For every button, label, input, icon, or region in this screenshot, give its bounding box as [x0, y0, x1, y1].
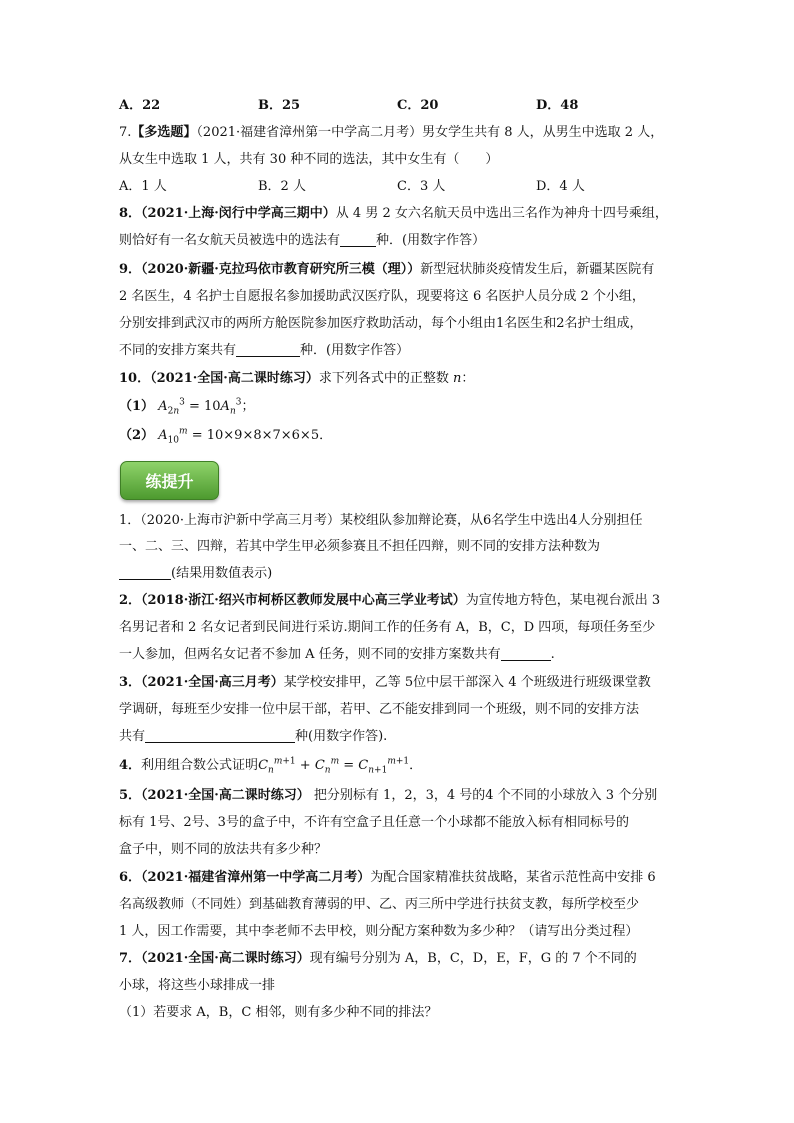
q10-text: 求下列各式中的正整数: [318, 371, 453, 386]
q9-text-4b: 种．(用数字作答）: [300, 343, 410, 358]
p3-line2: 学调研，每班至少安排一位中层干部，若甲、乙不能安排到同一个班级，则不同的安排方法: [119, 702, 640, 717]
q10-line1: [119, 369, 474, 389]
q7-option-b: B．2 人: [258, 179, 306, 194]
q10-part1: [119, 397, 254, 417]
q10-variable: n: [452, 371, 462, 386]
p2-text-3a: 一人参加，但两名女记者不参加 A 任务，则不同的安排方案数共有: [119, 647, 501, 662]
p6-line2: 名高级教师（不同姓）到基础教育薄弱的甲、乙、丙三所中学进行扶贫支教，每所学校至少: [119, 897, 640, 912]
q6-option-a: A．22: [119, 98, 161, 113]
q8-answer-blank: [340, 232, 376, 247]
p5-line2: 标有 1号、2号、3号的盒子中，不许有空盒子且任意一个小球都不能放入标有相同标号的: [119, 815, 629, 830]
p5-text: 把分别标有 1，2，3，4 号的4 个不同的小球放入 3 个分别: [309, 788, 658, 803]
p6-number: 6．: [119, 870, 142, 885]
q8-text: 从 4 男 2 女六名航天员中选出三名作为神舟十四号乘组，: [335, 206, 668, 221]
q8-text-2a: 则恰好有一名女航天员被选中的选法有: [119, 233, 341, 248]
p2-text-3b: .: [550, 647, 555, 662]
p2-line2: 名男记者和 2 名女记者到民间进行采访.期间工作的任务有 A，B，C，D 四项，每项任务至少: [119, 620, 656, 635]
p2-line3: [119, 645, 555, 665]
q7-line1: [119, 123, 663, 143]
q10-number: 10．: [119, 371, 151, 386]
p4-text: 利用组合数公式证明: [141, 758, 259, 773]
p3-text-3b: 种(用数字作答).: [295, 729, 388, 744]
p1-line3: [119, 564, 272, 584]
q10-source: （2021·全国·高二课时练习）: [150, 371, 319, 386]
p1-text-3b: (结果用数值表示): [171, 566, 273, 581]
p7-line1: [119, 949, 637, 969]
q7-option-d: D．4 人: [536, 179, 585, 194]
q8-line1: [119, 204, 668, 224]
p1-number: 1．: [119, 513, 141, 528]
section-badge-practice: 练提升: [120, 461, 219, 500]
q10-part2-label: （2）: [119, 428, 155, 443]
q9-line1: [119, 260, 654, 280]
q7-option-a: A．1 人: [119, 179, 167, 194]
q8-source: （2021·上海·闵行中学高三期中）: [141, 206, 336, 221]
p6-text: 为配合国家精准扶贫战略，某省示范性高中安排 6: [370, 870, 656, 885]
p2-text: 为宣传地方特色，某电视台派出 3: [465, 593, 661, 608]
p3-text-3a: 共有: [119, 729, 146, 744]
p3-source: （2021·全国·高三月考）: [141, 675, 284, 690]
q10-part1-end: ；: [241, 399, 255, 414]
q9-source: （2020·新疆·克拉玛依市教育研究所三模（理））: [141, 262, 421, 277]
p7-sub1: （1）若要求 A，B，C 相邻，则有多少种不同的排法？: [119, 1005, 438, 1020]
p4-line: [119, 756, 422, 776]
q10-part1-rhs: = 10: [184, 399, 221, 414]
p3-line3: [119, 727, 387, 747]
q6-option-d: D．48: [536, 98, 579, 113]
q10-part1-formula: $A_{2n}^3 = 10A_n^3$；: [158, 397, 255, 417]
p7-number: 7．: [119, 951, 142, 966]
q8-number: 8．: [119, 206, 142, 221]
p3-number: 3．: [119, 675, 142, 690]
q9-number: 9．: [119, 262, 142, 277]
q10-part2: [119, 426, 332, 446]
q7-line2: 从女生中选取 1 人，共有 30 种不同的选法，其中女生有（ ）: [119, 152, 499, 167]
p1-line2: 一、二、三、四辩，若其中学生甲必须参赛且不担任四辩，则不同的安排方法种数为: [119, 539, 601, 554]
q7-text: 男女学生共有 8 人，从男生中选取 2 人，: [422, 125, 664, 140]
p6-line3: 1 人，因工作需要，其中李老师不去甲校，则分配方案种数为多少种？（请写出分类过程）: [119, 924, 639, 939]
p2-line1: [119, 591, 660, 611]
p7-text: 现有编号分别为 A，B，C，D，E，F，G 的 7 个不同的: [309, 951, 637, 966]
q10-part2-rhs: = 10×9×8×7×6×5．: [187, 428, 333, 443]
p2-answer-blank: [501, 646, 551, 661]
p5-line1: [119, 786, 657, 806]
p7-line2: 小球，将这些小球排成一排: [119, 978, 276, 993]
p5-line3: 盒子中，则不同的放法共有多少种？: [119, 842, 328, 857]
p1-answer-blank: [119, 565, 171, 580]
q8-line2: [119, 231, 485, 251]
p6-source: （2021·福建省漳州第一中学高二月考）: [141, 870, 371, 885]
p1-line1: [119, 511, 643, 531]
p4-equals: =: [339, 758, 359, 773]
p3-line1: [119, 673, 651, 693]
p4-formula: $C_n^{m+1} + C_n^m = C_{n+1}^{m+1}$: [258, 756, 410, 776]
q6-option-b: B．25: [258, 98, 301, 113]
q7-option-c: C．3 人: [397, 179, 446, 194]
p5-source: （2021·全国·高二课时练习）: [141, 788, 310, 803]
p6-line1: [119, 868, 656, 888]
p3-text: 某学校安排甲，乙等 5位中层干部深入 4 个班级进行班级课堂教: [283, 675, 651, 690]
p5-number: 5．: [119, 788, 142, 803]
p2-source: （2018·浙江·绍兴市柯桥区教师发展中心高三学业考试）: [141, 593, 466, 608]
q7-source: （2021·福建省漳州第一中学高二月考）: [196, 125, 423, 140]
q7-number: 7.: [119, 125, 132, 140]
p4-end: ．: [409, 758, 423, 773]
q9-line3: 分别安排到武汉市的两所方舱医院参加医疗救助活动，每个小组由1名医生和2名护士组成，: [119, 316, 643, 331]
q9-text-4a: 不同的安排方案共有: [119, 343, 237, 358]
q10-part2-formula: $A_{10}^m = 10\times 9\times 8\times 7\times 6\times 5$．: [158, 426, 333, 446]
p2-number: 2．: [119, 593, 142, 608]
q8-text-2b: 种．(用数字作答）: [376, 233, 486, 248]
q10-part1-label: （1）: [119, 399, 155, 414]
q10-colon: ：: [461, 371, 475, 386]
q7-tag: 【多选题】: [131, 125, 197, 140]
p7-source: （2021·全国·高二课时练习）: [141, 951, 310, 966]
q6-option-c: C．20: [397, 98, 439, 113]
q9-text: 新型冠状肺炎疫情发生后，新疆某医院有: [420, 262, 655, 277]
q9-line2: 2 名医生，4 名护士自愿报名参加援助武汉医疗队，现要将这 6 名医护人员分成 2 个小组，: [119, 289, 645, 304]
p4-number: 4．: [119, 758, 142, 773]
q9-line4: [119, 341, 409, 361]
q9-answer-blank: [236, 342, 300, 357]
p3-answer-blank: [145, 728, 295, 743]
p1-text: 某校组队参加辩论赛，从6名学生中选出4人分别担任: [340, 513, 643, 528]
p4-plus: +: [295, 758, 315, 773]
p1-source: （2020·上海市沪新中学高三月考）: [140, 513, 340, 528]
